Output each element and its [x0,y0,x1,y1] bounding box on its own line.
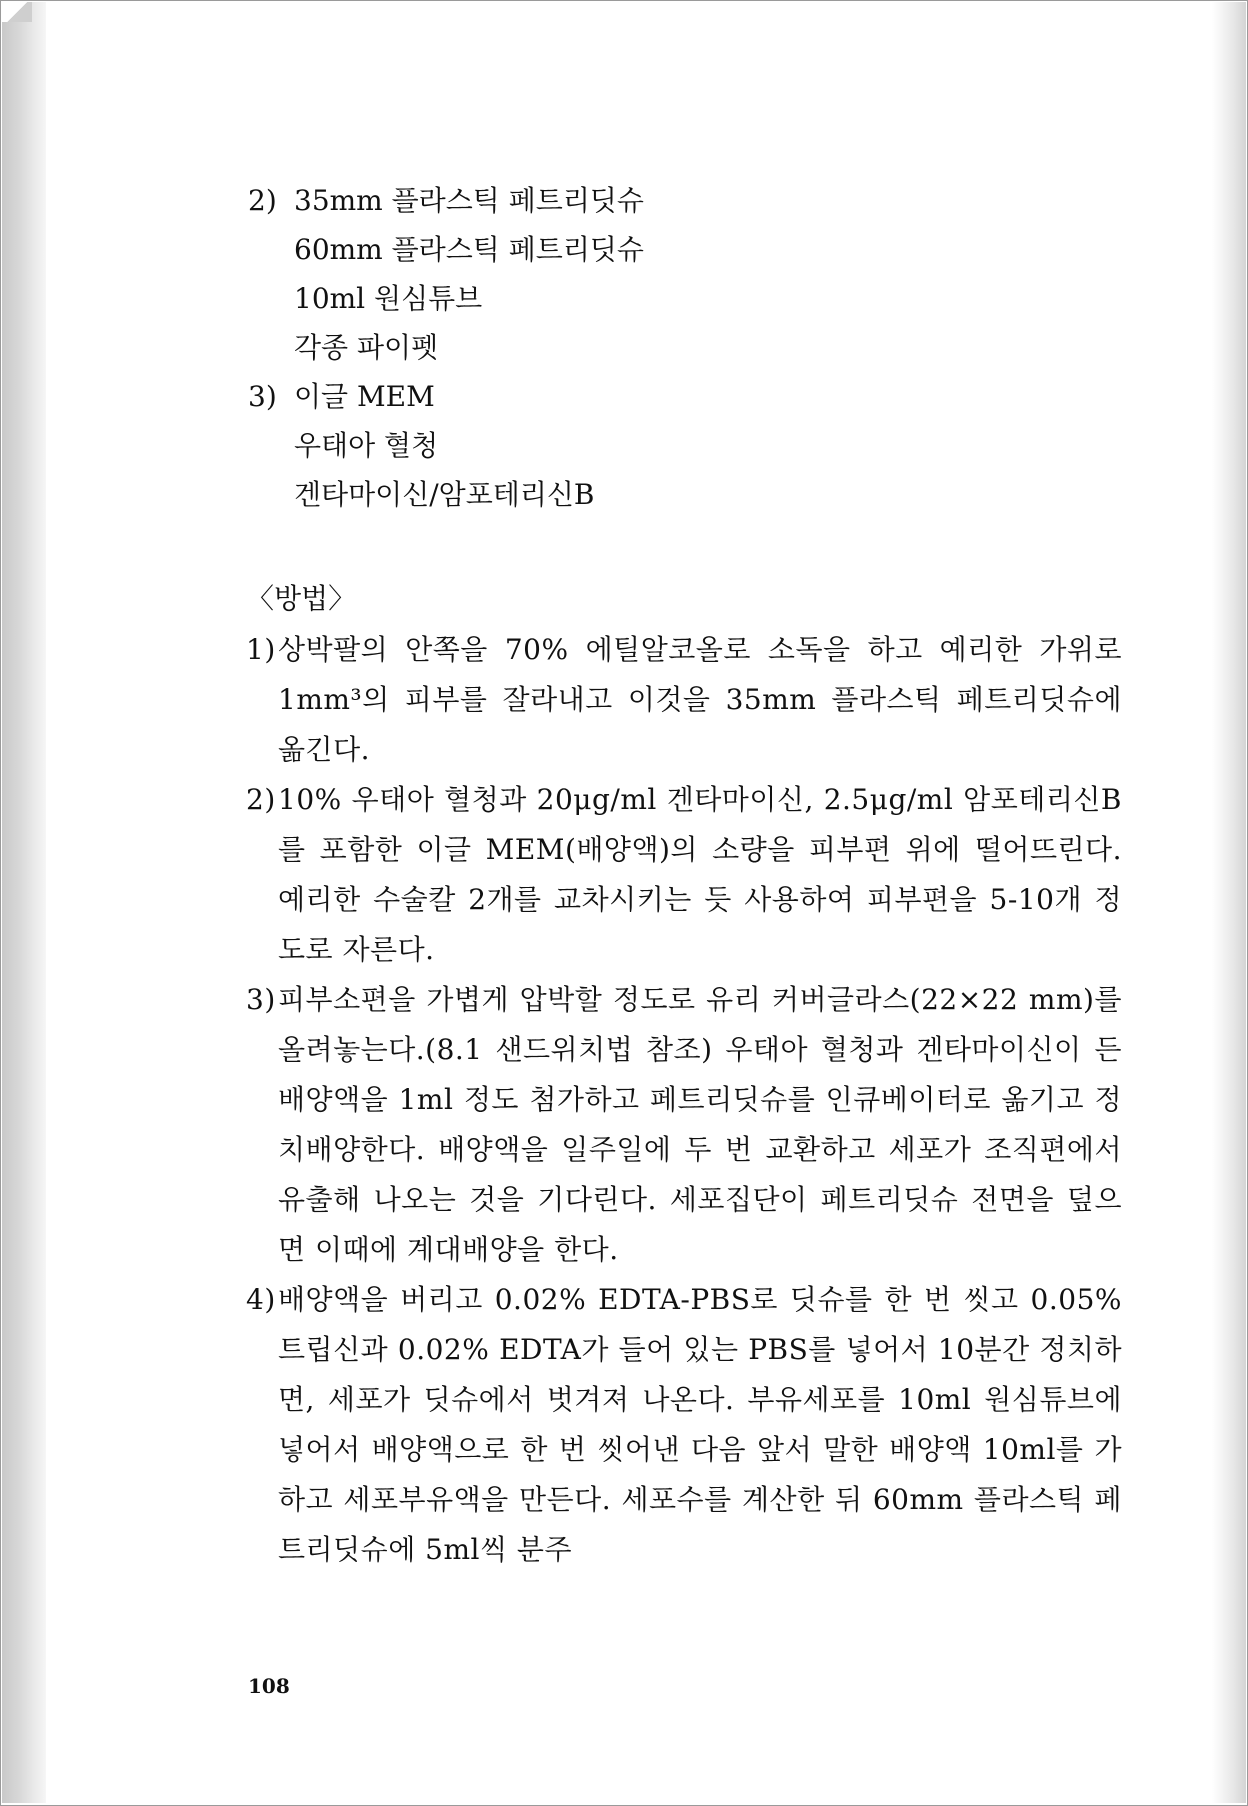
materials-row [248,176,644,225]
materials-group-2 [248,176,644,372]
step-number: 3) [246,983,276,1016]
materials-row [248,372,644,421]
method-step-2 [246,775,1122,975]
step-number: 4) [246,1283,276,1316]
step-number: 1) [246,633,276,666]
materials-item: 35mm 플라스틱 페트리딧슈 [294,184,644,217]
method-heading: 〈방법〉 [246,582,357,615]
step-text: 10% 우태아 혈청과 20μg/ml 겐타마이신, 2.5μg/ml 암포테리신B를 포함한 이글 MEM(배양액)의 소량을 피부편 위에 떨어뜨린다. 예리한 수술칼 2개를 교차시키는 듯 사용하여 피부편을 5-10개 정도로 자른다. [278,783,1122,966]
book-spine [2,2,46,1803]
materials-item: 겐타마이신/암포테리신B [294,478,595,511]
materials-row [248,470,644,519]
materials-item: 우태아 혈청 [294,429,439,462]
materials-row [248,274,644,323]
method-step-1 [246,625,1122,775]
materials-number: 2) [248,184,277,217]
step-number: 2) [246,783,276,816]
method-step-3 [246,975,1122,1275]
corner-fold [2,2,32,22]
materials-list [248,176,644,519]
materials-row [248,323,644,372]
materials-item: 이글 MEM [294,380,435,413]
materials-group-3 [248,372,644,519]
materials-item: 10ml 원심튜브 [294,282,483,315]
page-number: 108 [248,1674,290,1698]
page-edge [1212,2,1246,1803]
materials-row [248,421,644,470]
step-text: 상박팔의 안쪽을 70% 에틸알코올로 소독을 하고 예리한 가위로 1mm³의 피부를 잘라내고 이것을 35mm 플라스틱 페트리딧슈에 옮긴다. [278,633,1122,766]
method-steps [246,625,1122,1575]
materials-row [248,225,644,274]
materials-item: 60mm 플라스틱 페트리딧슈 [294,233,644,266]
materials-item: 각종 파이펫 [294,331,439,364]
method-step-4 [246,1275,1122,1575]
step-text: 배양액을 버리고 0.02% EDTA-PBS로 딧슈를 한 번 씻고 0.05% 트립신과 0.02% EDTA가 들어 있는 PBS를 넣어서 10분간 정치하면, 세포가 딧슈에서 벗겨져 나온다. 부유세포를 10ml 원심튜브에 넣어서 배양액으로 한 번 씻어낸 다음 앞서 말한 배양액 10ml를 가하고 세포부유액을 만든다. 세포수를 계산한 뒤 60mm 플라스틱 페트리딧슈에 5ml씩 분주 [278,1283,1122,1566]
materials-number: 3) [248,380,277,413]
step-text: 피부소편을 가볍게 압박할 정도로 유리 커버글라스(22×22 mm)를 올려놓는다.(8.1 샌드위치법 참조) 우태아 혈청과 겐타마이신이 든 배양액을 1ml 정도 첨가하고 페트리딧슈를 인큐베이터로 옮기고 정치배양한다. 배양액을 일주일에 두 번 교환하고 세포가 조직편에서 유출해 나오는 것을 기다린다. 세포집단이 페트리딧슈 전면을 덮으면 이때에 계대배양을 한다. [278,983,1122,1266]
